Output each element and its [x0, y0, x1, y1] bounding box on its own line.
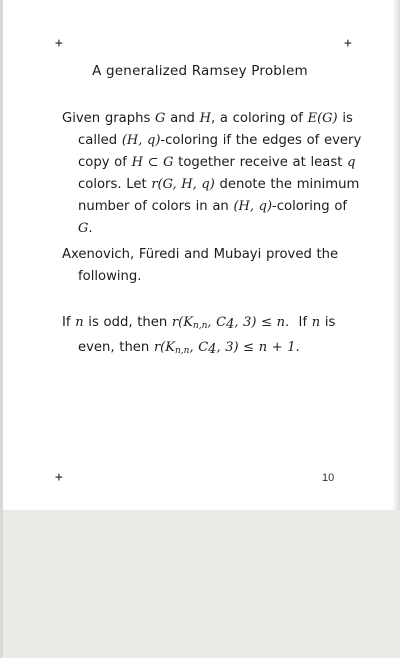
definition-line-6: G. — [78, 221, 93, 236]
slide-title: A generalized Ramsey Problem — [92, 63, 308, 79]
crop-mark-top-left: + — [55, 36, 63, 51]
page-number: 10 — [322, 472, 335, 484]
definition-paragraph — [62, 108, 360, 240]
attribution-line-2: following. — [78, 269, 142, 284]
theorem-paragraph — [62, 312, 360, 362]
crop-mark-bottom-left: + — [55, 470, 63, 485]
theorem-line-2: even, then $r(K_{n,n}$, $C_4$, 3) ≤ n + 1. — [78, 340, 300, 357]
scan-background — [0, 510, 400, 658]
crop-mark-top-right: + — [344, 36, 352, 51]
attribution-line-1: Axenovich, Füredi and Mubayi proved the — [62, 247, 339, 262]
definition-line-5: number of colors in an (H, q)-coloring of — [78, 199, 348, 214]
page-left-edge — [0, 0, 3, 658]
definition-line-4: colors. Let r(G, H, q) denote the minimum — [78, 177, 360, 192]
attribution-paragraph — [62, 244, 360, 288]
definition-line-1: Given graphs G and H, a coloring of E(G) is — [62, 111, 353, 126]
definition-line-3: copy of H ⊂ G together receive at least q — [78, 155, 356, 170]
definition-line-2: called (H, q)-coloring if the edges of every — [78, 133, 362, 148]
theorem-line-1: If n is odd, then $r(K_{n,n}$, $C_4$, 3) ≤ n. If n is — [62, 315, 336, 332]
